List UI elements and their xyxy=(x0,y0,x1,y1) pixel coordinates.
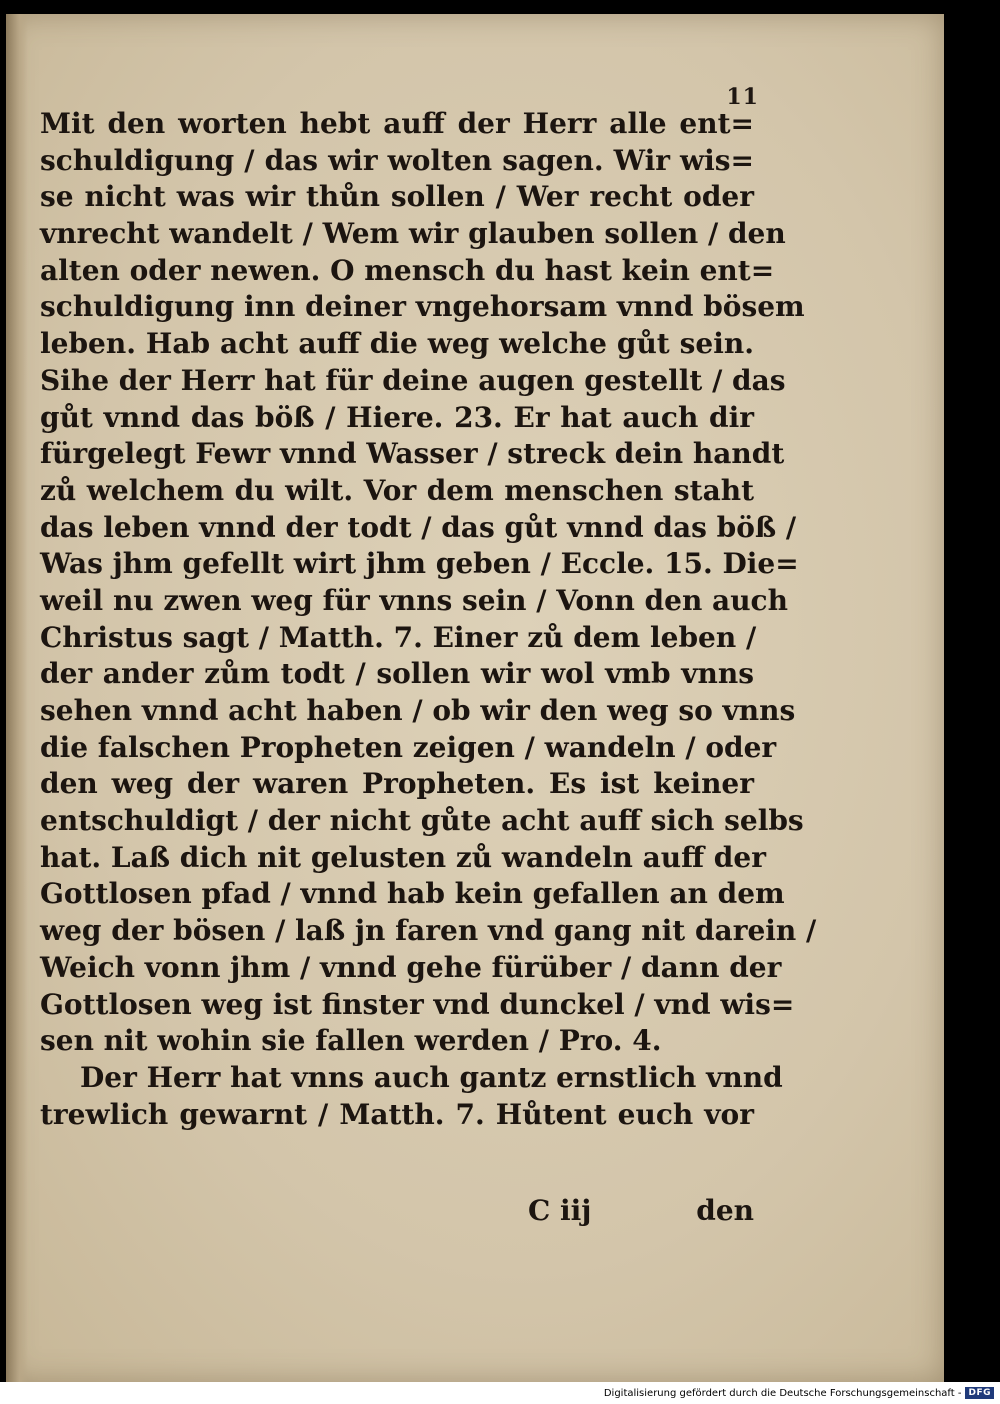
text-line: sen nit wohin sie fallen werden / Pro. 4. xyxy=(40,1024,662,1058)
text-line: Was jhm gefellt wirt jhm geben / Eccle. 15. Die= xyxy=(40,547,799,581)
text-line: das leben vnnd der todt / das gůt vnnd das böß / xyxy=(40,510,797,544)
text-line: Gottlosen weg ist finster vnd dunckel / vnd wis= xyxy=(40,987,795,1021)
body-text xyxy=(40,106,817,1133)
text-line: weil nu zwen weg für vnns sein / Vonn den auch xyxy=(40,583,788,617)
text-line: vnrecht wandelt / Wem wir glauben sollen / den xyxy=(40,217,786,251)
digitization-footer xyxy=(0,1382,1000,1404)
text-line: der ander zům todt / sollen wir wol vmb vnns xyxy=(40,657,754,691)
text-line: den weg der waren Propheten. Es ist keiner xyxy=(40,767,754,801)
text-line: fürgelegt Fewr vnnd Wasser / streck dein handt xyxy=(40,437,785,471)
text-line: schuldigung inn deiner vngehorsam vnnd bösem xyxy=(40,290,805,324)
text-line: trewlich gewarnt / Matth. 7. Hůtent euch vor xyxy=(40,1097,754,1131)
footer-credit: Digitalisierung gefördert durch die Deutsche Forschungsgemeinschaft - xyxy=(603,1387,962,1399)
text-line: Der Herr hat vnns auch gantz ernstlich vnnd xyxy=(80,1060,783,1094)
text-line: Gottlosen pfad / vnnd hab kein gefallen an dem xyxy=(40,877,785,911)
text-line: Mit den worten hebt auff der Herr alle ent= xyxy=(40,107,754,140)
text-line: se nicht was wir thůn sollen / Wer recht oder xyxy=(40,180,754,214)
book-page xyxy=(6,14,944,1382)
text-line: Weich vonn jhm / vnnd gehe fürüber / dann der xyxy=(40,950,782,984)
text-line: leben. Hab acht auff die weg welche gůt sein. xyxy=(40,327,754,361)
text-line: hat. Laß dich nit gelusten zů wandeln auff der xyxy=(40,840,766,874)
text-line: die falschen Propheten zeigen / wandeln / oder xyxy=(40,730,777,764)
binding-edge xyxy=(6,14,28,1382)
dfg-logo: DFG xyxy=(965,1387,994,1399)
text-line: sehen vnnd acht haben / ob wir den weg so vnns xyxy=(40,694,796,727)
signature-line xyxy=(40,1194,754,1234)
text-line: weg der bösen / laß jn faren vnd gang nit darein / xyxy=(40,914,817,948)
text-line: alten oder newen. O mensch du hast kein ent= xyxy=(40,253,775,287)
folio-number: 11 xyxy=(726,84,759,110)
catchword: den xyxy=(696,1194,754,1227)
text-line: entschuldigt / der nicht gůte acht auff sich selbs xyxy=(40,804,804,838)
text-line: Sihe der Herr hat für deine augen gestellt / das xyxy=(40,363,786,397)
text-line: schuldigung / das wir wolten sagen. Wir wis= xyxy=(40,143,754,177)
text-line: zů welchem du wilt. Vor dem menschen staht xyxy=(40,473,754,507)
text-line: Christus sagt / Matth. 7. Einer zů dem leben / xyxy=(40,620,757,654)
signature-mark: C iij xyxy=(528,1194,592,1227)
text-line: gůt vnnd das böß / Hiere. 23. Er hat auch dir xyxy=(40,400,754,434)
